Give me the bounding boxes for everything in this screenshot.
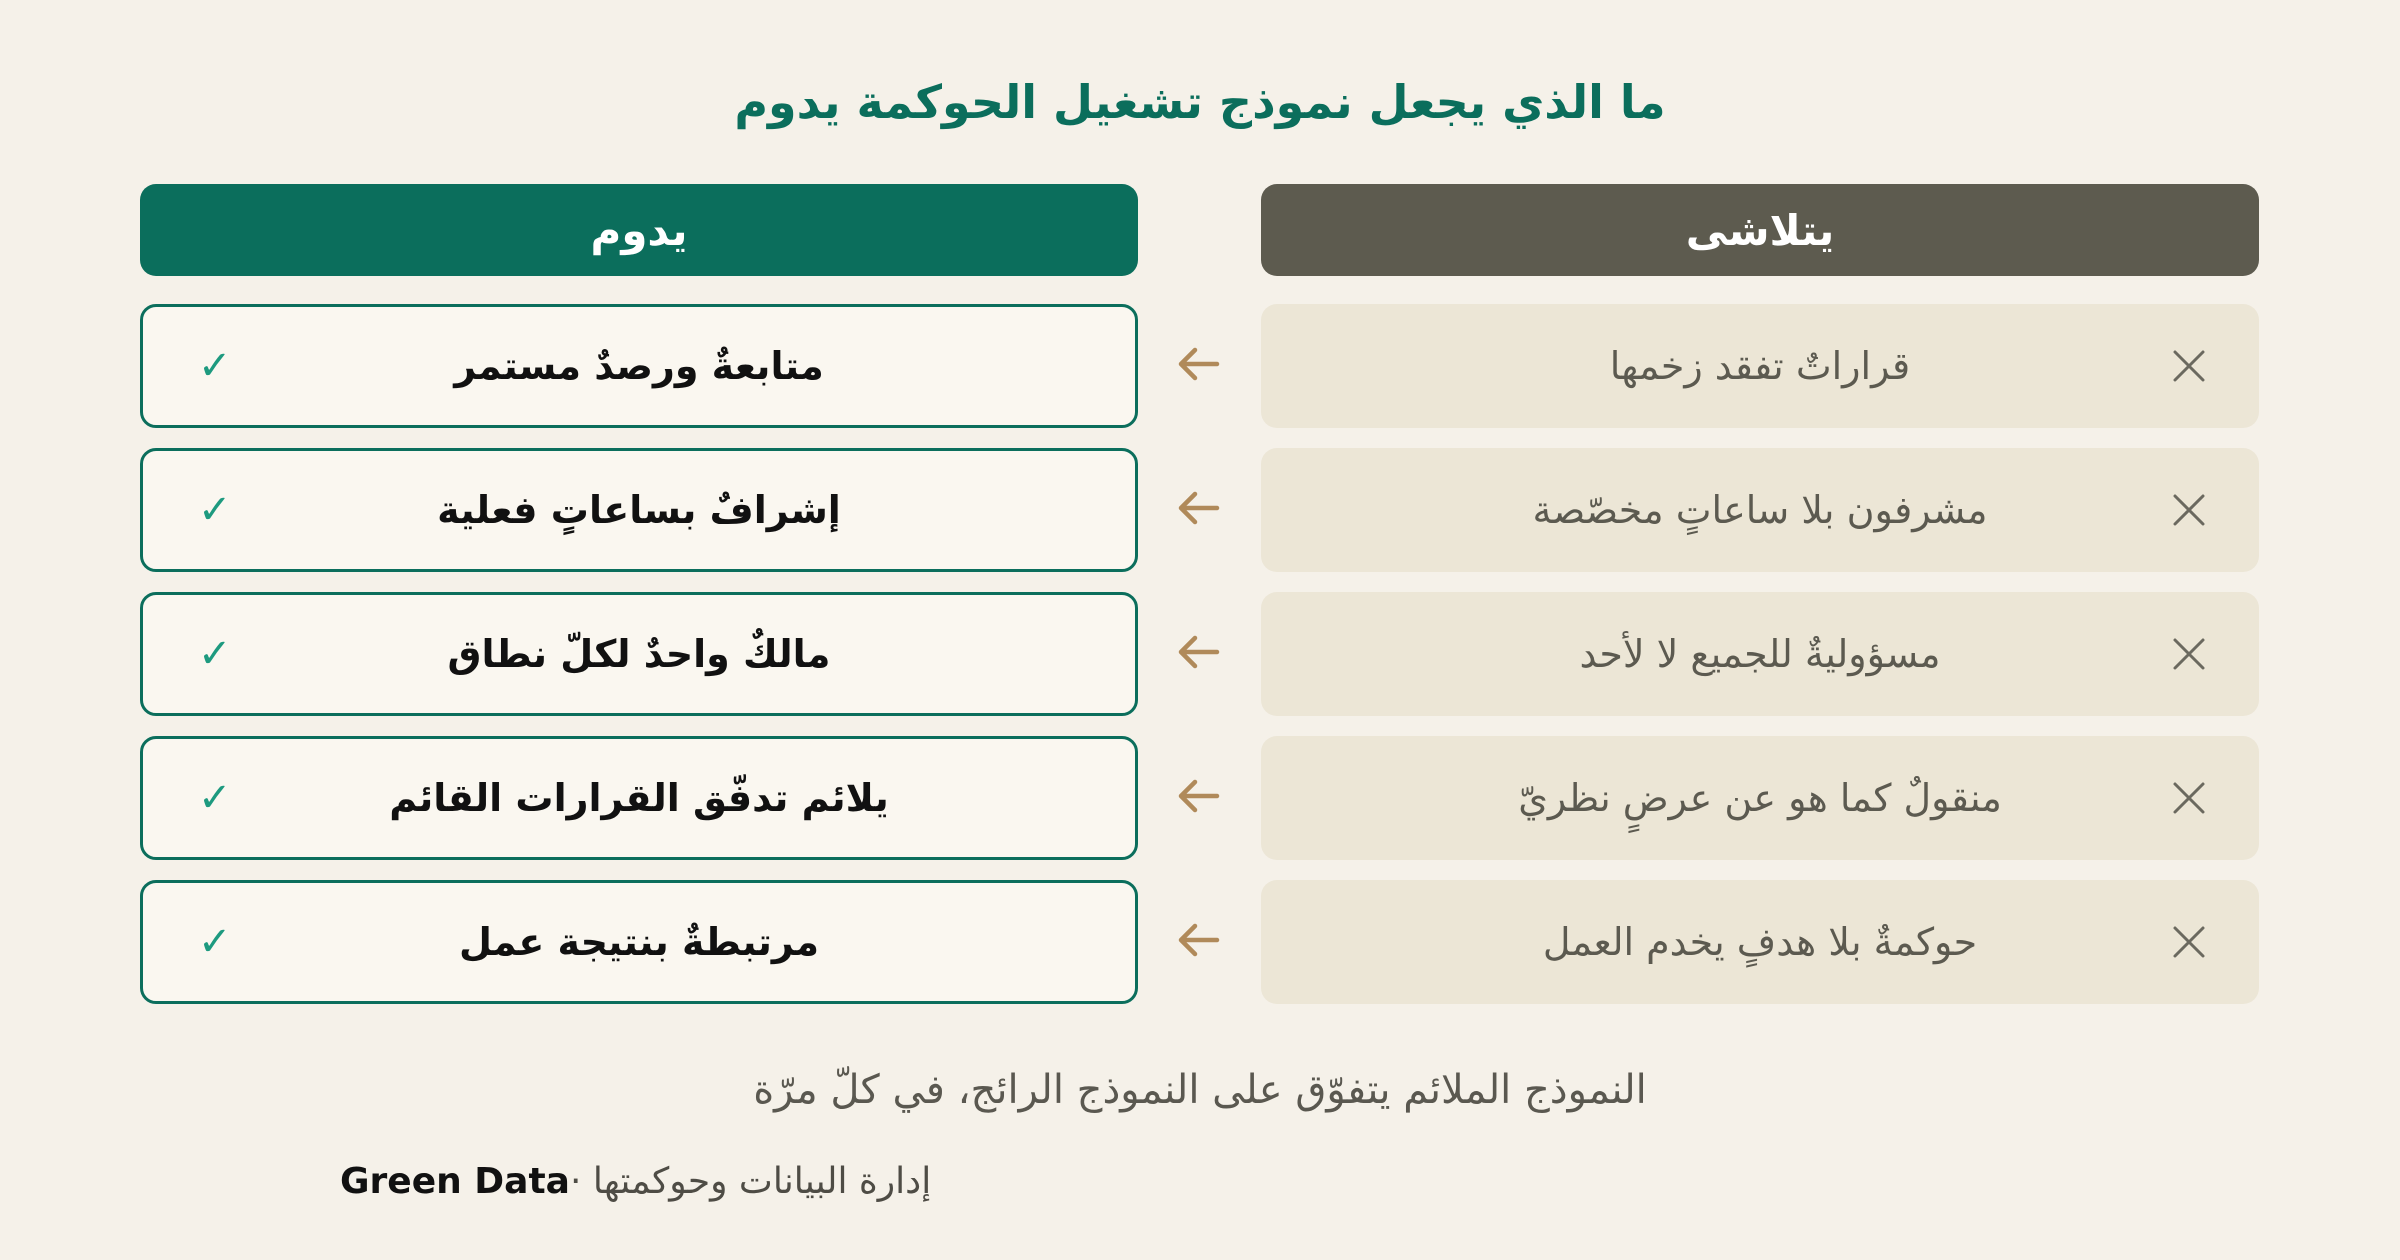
check-icon: ✓ bbox=[198, 631, 232, 677]
fade-card-text: مشرفون بلا ساعاتٍ مخصّصة bbox=[1532, 488, 1988, 532]
arrow-left-icon bbox=[1175, 344, 1221, 384]
last-card bbox=[140, 880, 1138, 1004]
last-card bbox=[140, 304, 1138, 428]
close-icon bbox=[2171, 348, 2207, 384]
fade-card bbox=[1261, 592, 2259, 716]
fade-card-text: منقولٌ كما هو عن عرضٍ نظريّ bbox=[1518, 776, 2002, 820]
fade-card bbox=[1261, 736, 2259, 860]
footer bbox=[340, 1152, 931, 1212]
last-card bbox=[140, 592, 1138, 716]
last-card-text: إشرافٌ بساعاتٍ فعلية bbox=[437, 488, 841, 532]
check-icon: ✓ bbox=[198, 343, 232, 389]
close-icon bbox=[2171, 924, 2207, 960]
brand-name: Green Data bbox=[340, 1161, 570, 1202]
fade-card bbox=[1261, 304, 2259, 428]
check-icon: ✓ bbox=[198, 487, 232, 533]
fade-card-text: مسؤوليةٌ للجميع لا لأحد bbox=[1579, 632, 1941, 676]
check-icon: ✓ bbox=[198, 775, 232, 821]
last-card bbox=[140, 736, 1138, 860]
arrow-left-icon bbox=[1175, 632, 1221, 672]
last-card-text: مرتبطةٌ بنتيجة عمل bbox=[458, 920, 820, 964]
close-icon bbox=[2171, 492, 2207, 528]
page-title: ما الذي يجعل نموذج تشغيل الحوكمة يدوم bbox=[734, 75, 1666, 129]
last-card-text: متابعةٌ ورصدٌ مستمر bbox=[454, 344, 824, 388]
last-card-text: مالكٌ واحدٌ لكلّ نطاق bbox=[447, 632, 831, 676]
fade-card-text: حوكمةٌ بلا هدفٍ يخدم العمل bbox=[1542, 920, 1978, 964]
arrow-left-icon bbox=[1175, 488, 1221, 528]
check-icon: ✓ bbox=[198, 919, 232, 965]
caption: النموذج الملائم يتفوّق على النموذج الرائج، في كلّ مرّة bbox=[753, 1067, 1647, 1113]
arrow-left-icon bbox=[1175, 920, 1221, 960]
footer-text: إدارة البيانات وحوكمتها · bbox=[569, 1161, 932, 1202]
arrow-left-icon bbox=[1175, 776, 1221, 816]
last-card bbox=[140, 448, 1138, 572]
fade-card-text: قراراتٌ تفقد زخمها bbox=[1609, 344, 1911, 388]
last-card-text: يلائم تدفّق القرارات القائم bbox=[389, 776, 889, 820]
close-icon bbox=[2171, 636, 2207, 672]
column-header-fades: يتلاشى bbox=[1261, 184, 2259, 276]
close-icon bbox=[2171, 780, 2207, 816]
column-header-lasts: يدوم bbox=[140, 184, 1138, 276]
fade-card bbox=[1261, 448, 2259, 572]
fade-card bbox=[1261, 880, 2259, 1004]
